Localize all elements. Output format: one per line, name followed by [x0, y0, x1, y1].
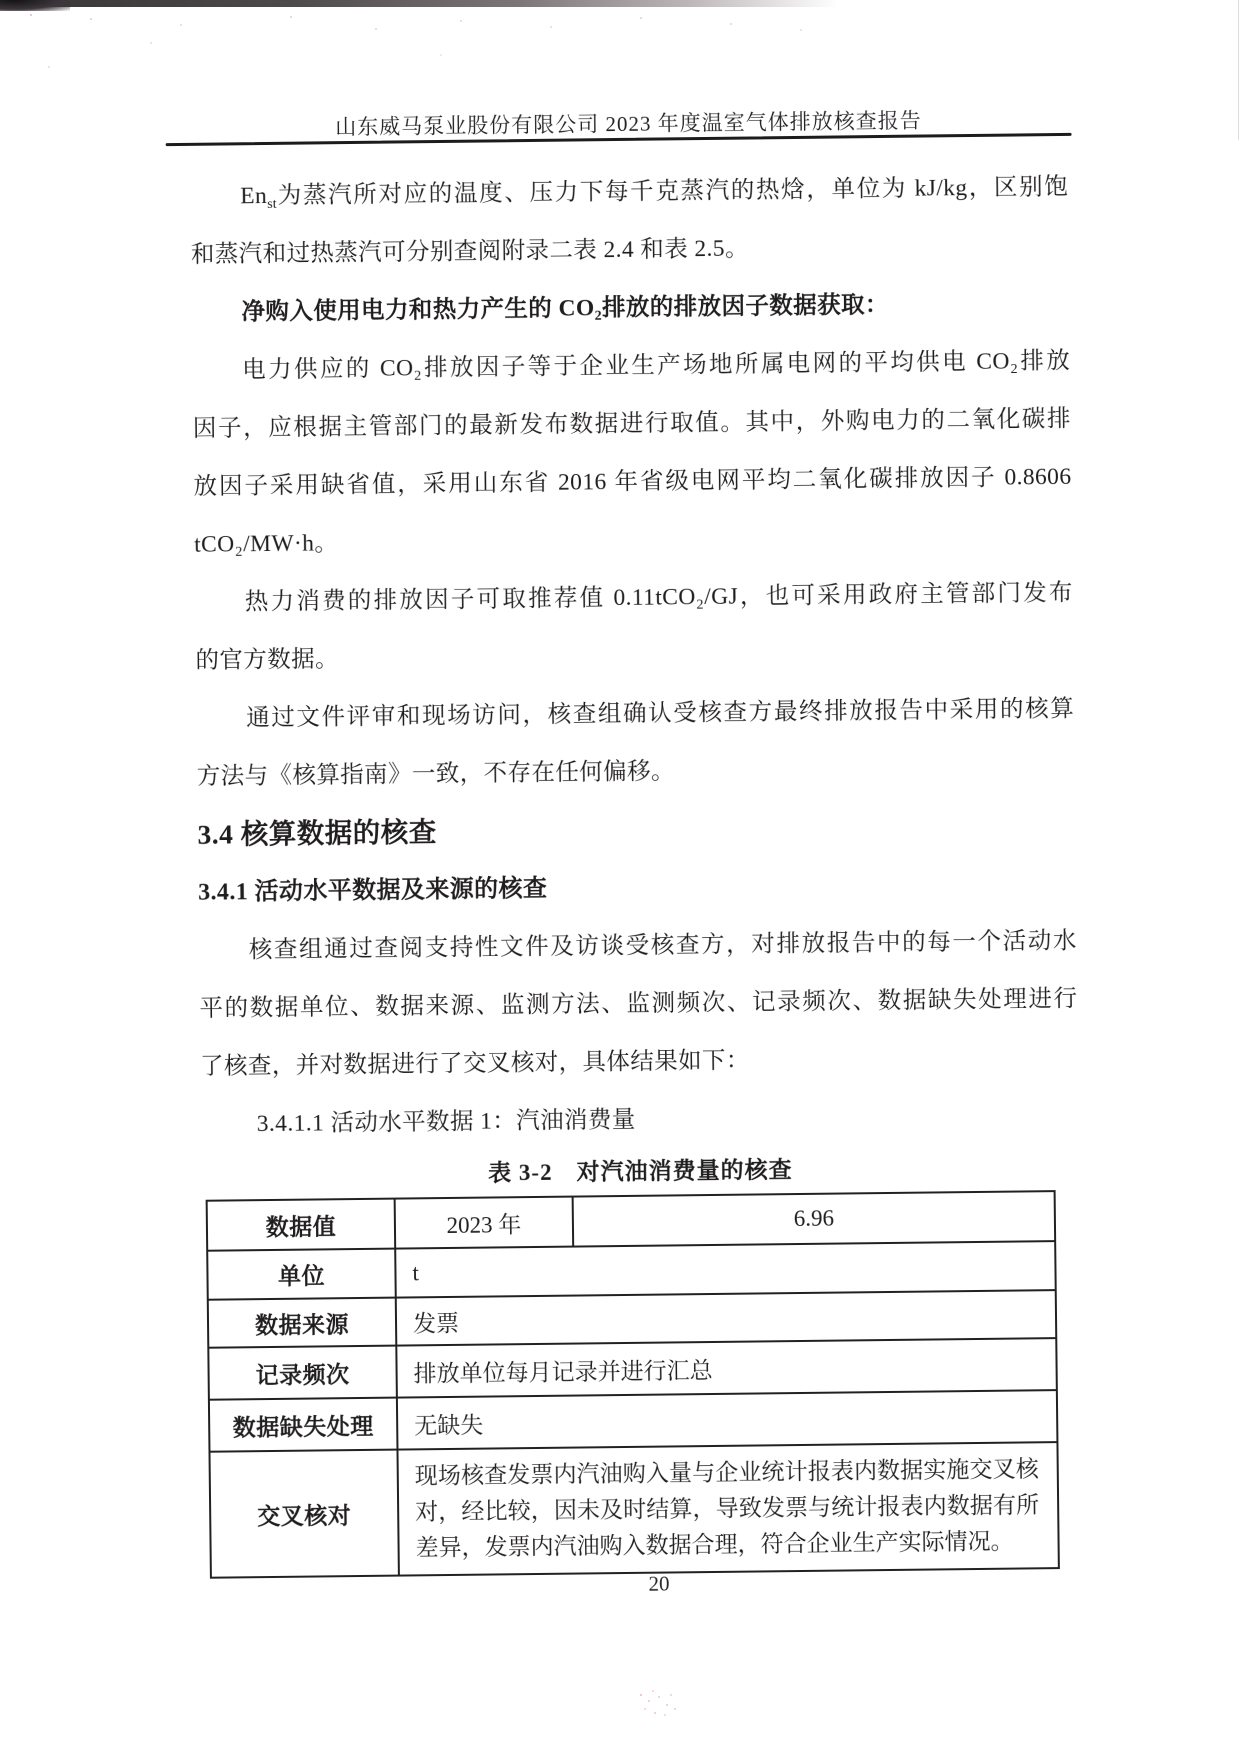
record-frequency-value: 排放单位每月记录并进行汇总 — [396, 1338, 1057, 1397]
section-heading-3-4-1: 3.4.1 活动水平数据及来源的核查 — [197, 875, 548, 906]
paragraph-steam-line-1: $En_{st}$为蒸汽所对应的温度、压力下每千克蒸汽的热焓，单位为 kJ/kg，区别饱 — [240, 173, 1069, 212]
row-label: 数据值 — [207, 1199, 396, 1251]
table-row-cross-check — [209, 1442, 1058, 1578]
paragraph-electricity-line-1: 电力供应的 CO₂排放因子等于企业生产场地所属电网的平均供电 CO₂排放 — [242, 347, 1071, 384]
gasoline-verification-table — [206, 1190, 1060, 1579]
table-caption: 表 3-2 对汽油消费量的核查 — [487, 1157, 793, 1186]
row-label: 数据缺失处理 — [209, 1398, 398, 1452]
paragraph-heat-line-2: 的官方数据。 — [195, 646, 340, 674]
row-label: 单位 — [207, 1249, 396, 1300]
body-text — [190, 158, 1084, 1579]
paragraph-steam-line-2: 和蒸汽和过热蒸汽可分别查阅附录二表 2.4 和表 2.5。 — [190, 235, 750, 268]
page-header-title: 山东威马泵业股份有限公司 2023 年度温室气体排放核查报告 — [335, 108, 922, 140]
page-number: 20 — [648, 1571, 670, 1596]
paragraph-electricity-line-4: tCO₂/MW·h。 — [194, 530, 339, 558]
missing-data-value: 无缺失 — [397, 1390, 1058, 1449]
heading-emission-factor: 净购入使用电力和热力产生的 CO₂排放的排放因子数据获取： — [241, 291, 889, 326]
unit-value: t — [395, 1241, 1056, 1297]
row-label: 记录频次 — [208, 1346, 397, 1400]
cross-check-value: 现场核查发票内汽油购入量与企业统计报表内数据实施交叉核对，经比较，因未及时结算，导致发票与统计报表内数据有所差异，发票内汽油购入数据合理，符合企业生产实际情况。 — [397, 1442, 1058, 1575]
enthalpy-symbol: En — [240, 182, 268, 210]
data-value-year: 2023 年 — [395, 1197, 574, 1249]
section-heading-3-4: 3.4 核算数据的核查 — [197, 816, 437, 850]
table-row-missing-data — [209, 1390, 1058, 1452]
scan-edge-line — [1238, 0, 1239, 140]
paragraph-activity-line-3: 了核查，并对数据进行了交叉核对，具体结果如下： — [199, 1047, 750, 1080]
data-source-value: 发票 — [396, 1290, 1057, 1345]
row-label: 数据来源 — [208, 1298, 397, 1348]
enthalpy-subscript: st — [267, 196, 277, 212]
row-label: 交叉核对 — [209, 1450, 398, 1578]
paragraph-activity-line-1: 核查组通过查阅支持性文件及访谈受核查方，对排放报告中的每一个活动水 — [248, 927, 1077, 964]
paragraph-review-line-2: 方法与《核算指南》一致，不存在任何偏移。 — [196, 758, 675, 790]
paragraph-electricity-line-2: 因子，应根据主管部门的最新发布数据进行取值。其中，外购电力的二氧化碳排 — [192, 405, 1071, 442]
paragraph-activity-line-2: 平的数据单位、数据来源、监测方法、监测频次、记录频次、数据缺失处理进行 — [199, 985, 1078, 1022]
paragraph-review-line-1: 通过文件评审和现场访问，核查组确认受核查方最终排放报告中采用的核算 — [246, 695, 1075, 732]
paragraph-heat-line-1: 热力消费的排放因子可取推荐值 0.11tCO₂/GJ，也可采用政府主管部门发布 — [244, 579, 1073, 616]
table-row-record-frequency — [208, 1338, 1057, 1400]
data-value-amount: 6.96 — [573, 1191, 1056, 1246]
section-heading-3-4-1-1: 3.4.1.1 活动水平数据 1：汽油消费量 — [256, 1106, 636, 1138]
paragraph-electricity-line-3: 放因子采用缺省值，采用山东省 2016 年省级电网平均二氧化碳排放因子 0.8606 — [193, 463, 1072, 500]
